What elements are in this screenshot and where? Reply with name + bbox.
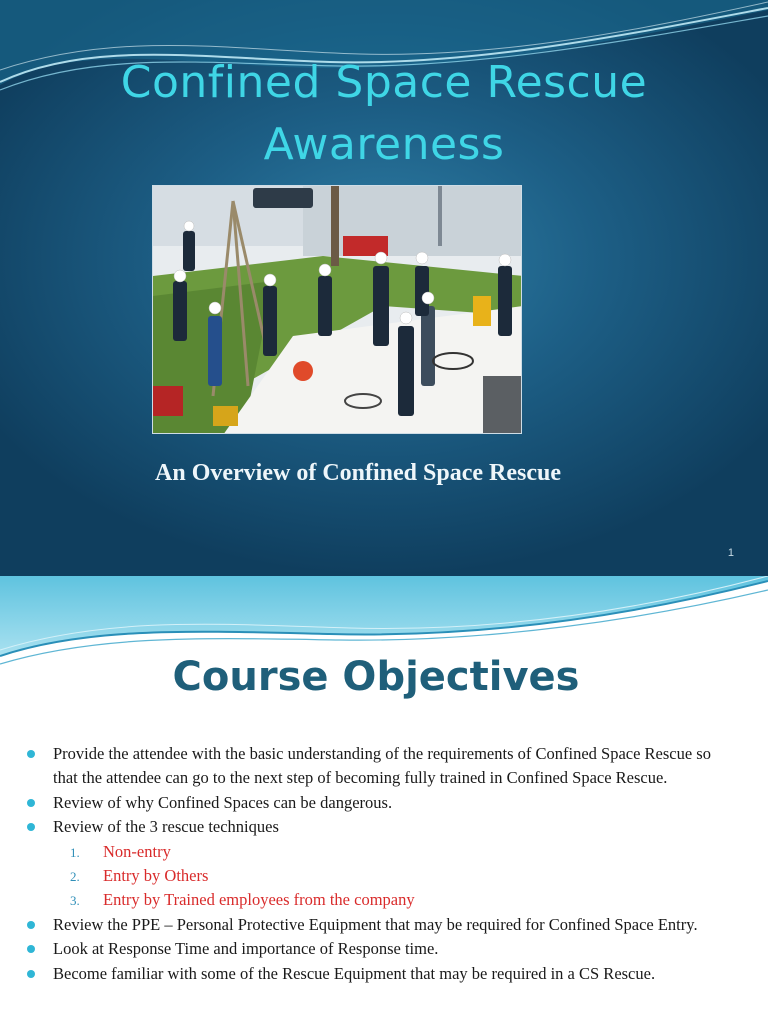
title-line-2: Awareness: [263, 119, 505, 170]
title-line-1: Confined Space Rescue: [120, 57, 648, 108]
slide-title: Course Objectives: [172, 654, 580, 700]
bullet-icon: [27, 921, 35, 929]
list-item: [22, 791, 722, 815]
technique-label: Entry by Others: [103, 866, 209, 886]
technique-number: 3.: [70, 893, 80, 909]
objectives-list: [22, 742, 722, 986]
list-item: [22, 815, 722, 839]
technique-label: Non-entry: [103, 841, 171, 861]
technique-number: 2.: [70, 869, 80, 885]
list-item: [22, 913, 722, 937]
technique-number: 1.: [70, 844, 80, 860]
rescue-team-photo: [152, 185, 522, 434]
slide-number: 1: [727, 547, 734, 559]
technique-item: [22, 888, 722, 912]
list-item: [22, 937, 722, 961]
list-item-text: Provide the attendee with the basic understanding of the requirements of Confined Space Rescue so that the attendee can go to the next step of becoming fully trained in Confined Space Rescue.: [53, 744, 711, 788]
slide-subtitle: An Overview of Confined Space Rescue: [155, 460, 561, 486]
list-item-text: Look at Response Time and importance of Response time.: [53, 939, 439, 959]
objectives-slide: [0, 576, 768, 1024]
technique-label: Entry by Trained employees from the company: [103, 890, 415, 910]
list-item-text: Review of why Confined Spaces can be dangerous.: [53, 792, 393, 812]
technique-item: [22, 864, 722, 888]
technique-item: [22, 840, 722, 864]
bullet-icon: [27, 823, 35, 831]
bullet-icon: [27, 945, 35, 953]
photo-illustration: [153, 186, 522, 434]
bullet-icon: [27, 970, 35, 978]
list-item: [22, 962, 722, 986]
slide-title: [0, 52, 768, 176]
list-item-text: Review the PPE – Personal Protective Equipment that may be required for Confined Space Entry.: [53, 914, 698, 934]
bullet-icon: [27, 799, 35, 807]
list-item: [22, 742, 722, 791]
list-item-text: Become familiar with some of the Rescue Equipment that may be required in a CS Rescue.: [53, 963, 656, 983]
bullet-icon: [27, 750, 35, 758]
list-item-text: Review of the 3 rescue techniques: [53, 817, 279, 837]
